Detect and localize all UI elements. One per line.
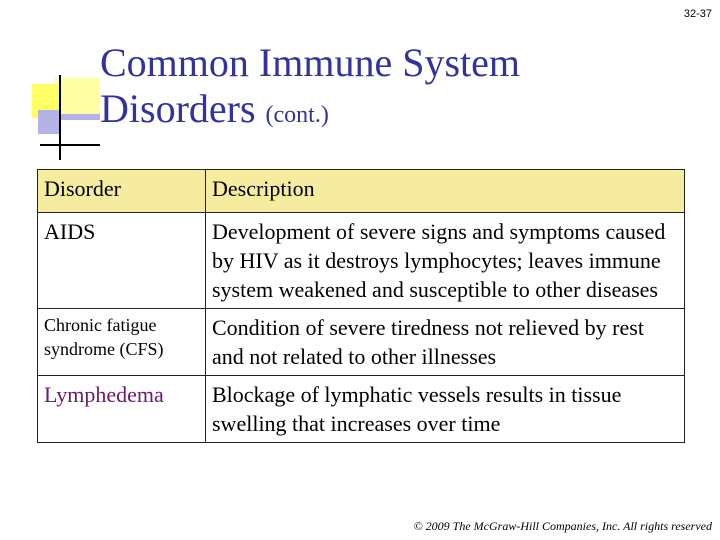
copyright-footer: © 2009 The McGraw-Hill Companies, Inc. All rights reserved [413, 519, 712, 533]
table-row [38, 376, 685, 443]
disorders-table [37, 169, 685, 443]
deco-yellow-square-2 [55, 78, 100, 118]
title-line-1: Common Immune System [100, 40, 520, 85]
deco-lavender-square [38, 110, 60, 134]
header-description: Description [206, 170, 685, 213]
deco-lavender-bar [40, 114, 100, 120]
table-header-row [38, 170, 685, 213]
description-cell: Condition of severe tiredness not relieved by rest and not related to other illnesses [206, 309, 685, 376]
description-cell: Blockage of lymphatic vessels results in tissue swelling that increases over time [206, 376, 685, 443]
table-row [38, 309, 685, 376]
slide-title [100, 40, 520, 138]
decorative-graphic [0, 0, 110, 170]
disorder-cell: Lymphedema [38, 376, 206, 443]
title-line-2: Disorders (cont.) [100, 86, 329, 131]
title-suffix: (cont.) [265, 102, 329, 128]
disorder-cell: Chronic fatigue syndrome (CFS) [38, 309, 206, 376]
table-row [38, 213, 685, 309]
description-cell: Development of severe signs and symptoms caused by HIV as it destroys lymphocytes; leaves immune system weakened and susceptible to other diseases [206, 213, 685, 309]
disorder-cell: AIDS [38, 213, 206, 309]
slide-number: 32-37 [683, 8, 712, 20]
header-disorder: Disorder [38, 170, 206, 213]
